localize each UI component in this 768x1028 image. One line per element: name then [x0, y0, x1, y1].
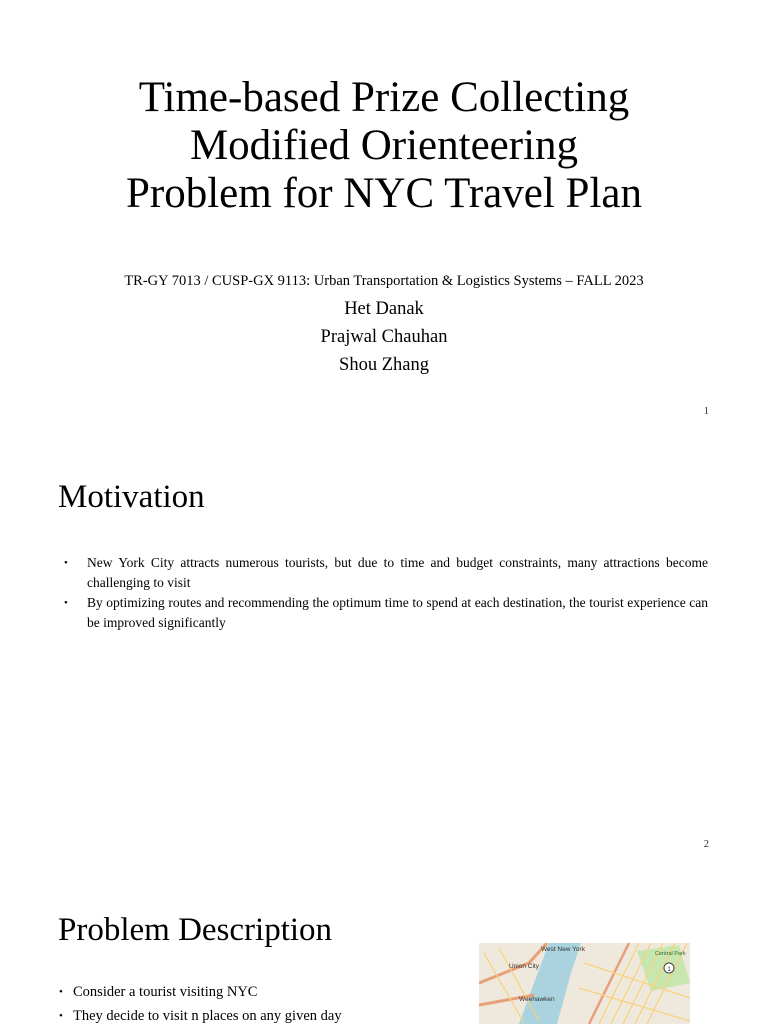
bullet-item: • They decide to visit n places on any given day: [58, 1004, 458, 1028]
bullet-item: • Consider a tourist visiting NYC: [58, 980, 458, 1004]
map-marker-label: 1: [667, 967, 671, 973]
course-subtitle: TR-GY 7013 / CUSP-GX 9113: Urban Transportation & Logistics Systems – FALL 2023: [124, 273, 644, 289]
title-line: Modified Orienteering: [189, 122, 579, 169]
title-slide-heading: [0, 74, 768, 218]
map-label: Central Park: [655, 951, 686, 957]
bullet-item: • By optimizing routes and recommending the optimum time to spend at each destination, the tourist experience can be improved significantly: [58, 593, 708, 633]
motivation-bullet-list: [58, 553, 708, 633]
page-number: 1: [703, 406, 709, 417]
author-name: Het Danak: [344, 299, 424, 319]
problem-bullet-list: [58, 980, 458, 1028]
slide-title-problem-description: Problem Description: [58, 912, 333, 948]
author-name: Shou Zhang: [339, 355, 429, 375]
bullet-item: • New York City attracts numerous tourists, but due to time and budget constraints, many attractions become challenging to visit: [58, 553, 708, 593]
page-number: 2: [703, 839, 709, 850]
slide-title-motivation: Motivation: [58, 479, 205, 515]
title-line: Time-based Prize Collecting: [138, 74, 630, 121]
map-label: Weehawken: [519, 996, 555, 1003]
author-name: Prajwal Chauhan: [320, 327, 448, 347]
map-label: Union City: [509, 963, 539, 970]
map-graphic: [479, 943, 690, 1024]
nyc-map-image: [479, 943, 690, 1024]
map-label: West New York: [541, 946, 585, 953]
title-line: Problem for NYC Travel Plan: [126, 170, 642, 217]
